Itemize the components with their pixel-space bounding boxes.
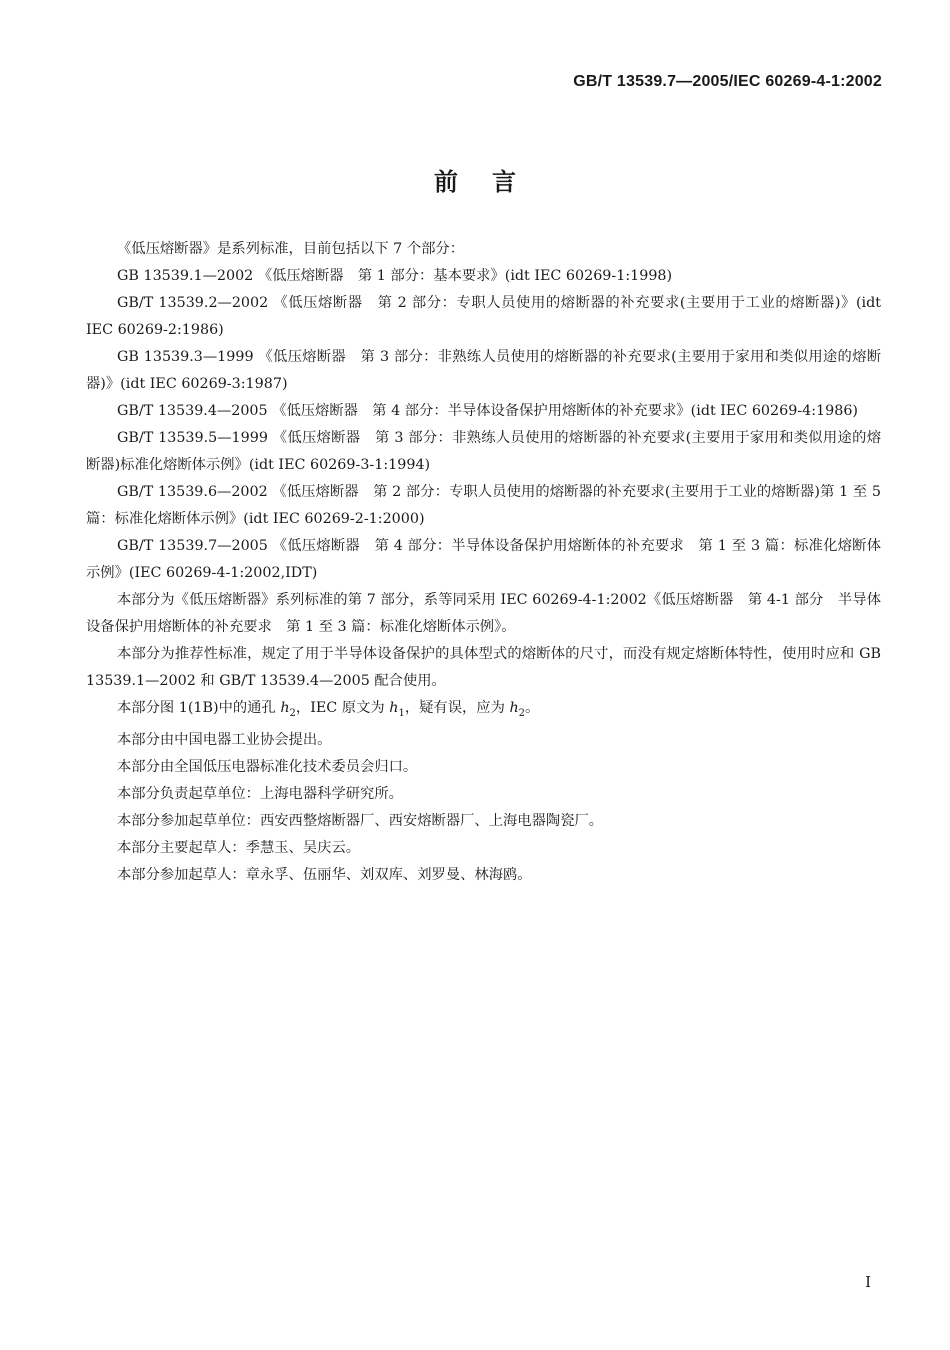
standard-number-header: GB/T 13539.7—2005/IEC 60269-4-1:2002: [573, 73, 882, 90]
paragraph-adoption: 本部分为《低压熔断器》系列标准的第 7 部分，系等同采用 IEC 60269-4-1:2002《低压熔断器 第 4-1 部分 半导体设备保护用熔断体的补充要求 第 1 至 3 篇：标准化熔断体示例》。: [86, 592, 881, 635]
paragraph-main-drafters: 本部分主要起草人：季慧玉、吴庆云。: [117, 839, 361, 856]
paragraph-part3: GB 13539.3—1999 《低压熔断器 第 3 部分：非熟练人员使用的熔断器的补充要求(主要用于家用和类似用途的熔断器)》(idt IEC 60269-3:1987): [86, 349, 881, 392]
page-title: 前言: [434, 168, 550, 196]
paragraph-drafting-unit: 本部分负责起草单位：上海电器科学研究所。: [117, 785, 403, 802]
var-h: h: [280, 700, 290, 716]
subscript-a: 2: [289, 707, 296, 719]
paragraph-part4: GB/T 13539.4—2005 《低压熔断器 第 4 部分：半导体设备保护用熔断体的补充要求》(idt IEC 60269-4:1986): [117, 403, 859, 419]
erratum-prefix: 本部分图 1(1B)中的通孔: [117, 700, 281, 716]
paragraph-committee: 本部分由全国低压电器标准化技术委员会归口。: [117, 758, 418, 775]
paragraph-part2: GB/T 13539.2—2002 《低压熔断器 第 2 部分：专职人员使用的熔断器的补充要求(主要用于工业的熔断器)》(idt IEC 60269-2:1986): [86, 295, 881, 338]
paragraph-intro: 《低压熔断器》是系列标准，目前包括以下 7 个部分：: [117, 241, 465, 257]
subscript-b: 1: [398, 707, 405, 719]
paragraph-part6: GB/T 13539.6—2002 《低压熔断器 第 2 部分：专职人员使用的熔断器的补充要求(主要用于工业的熔断器)第 1 至 5 篇：标准化熔断体示例》(idt IEC 60269-2-1:2000): [86, 484, 881, 527]
paragraph-part5: GB/T 13539.5—1999 《低压熔断器 第 3 部分：非熟练人员使用的熔断器的补充要求(主要用于家用和类似用途的熔断器)标准化熔断体示例》(idt IEC 60269-3-1:1994): [86, 430, 881, 473]
foreword-body: [86, 236, 881, 889]
erratum-mid2: ，疑有误，应为: [404, 700, 510, 716]
paragraph-scope: 本部分为推荐性标准，规定了用于半导体设备保护的具体型式的熔断体的尺寸，而没有规定熔断体特性，使用时应和 GB 13539.1—2002 和 GB/T 13539.4—2005 配合使用。: [86, 646, 881, 689]
paragraph-part7: GB/T 13539.7—2005 《低压熔断器 第 4 部分：半导体设备保护用熔断体的补充要求 第 1 至 3 篇：标准化熔断体示例》(IEC 60269-4-1:2002,IDT): [86, 538, 881, 581]
subscript-c: 2: [518, 707, 526, 719]
paragraph-participating-drafters: 本部分参加起草人：章永孚、伍丽华、刘双库、刘罗曼、林海鸥。: [117, 866, 532, 883]
erratum-suffix: 。: [525, 700, 540, 716]
var-h: h: [509, 700, 519, 716]
paragraph-participating-units: 本部分参加起草单位：西安西整熔断器厂、西安熔断器厂、上海电器陶瓷厂。: [117, 812, 604, 829]
erratum-mid: ，IEC 原文为: [295, 700, 390, 716]
page-number: I: [865, 1273, 871, 1291]
paragraph-proposer: 本部分由中国电器工业协会提出。: [117, 731, 332, 748]
paragraph-part1: GB 13539.1—2002 《低压熔断器 第 1 部分：基本要求》(idt IEC 60269-1:1998): [117, 268, 673, 284]
paragraph-erratum: [86, 695, 881, 727]
var-h: h: [389, 700, 399, 716]
